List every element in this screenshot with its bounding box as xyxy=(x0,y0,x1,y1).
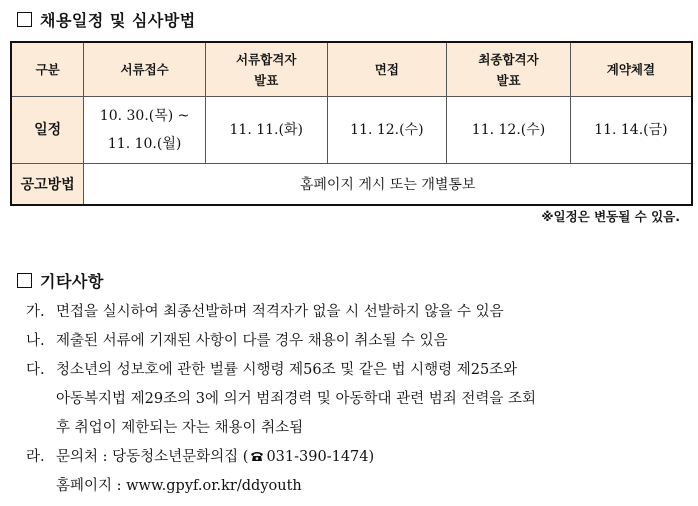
header-cell-doc-receipt: 서류접수 xyxy=(84,42,206,97)
telephone-icon xyxy=(250,451,264,462)
table-header-row xyxy=(11,42,692,97)
cell-doc-receipt: 10. 30.(목) ~ 11. 10.(월) xyxy=(84,97,206,164)
list-item-continuation: 아동복지법 제29조의 3에 의거 범죄경력 및 아동학대 관련 범죄 전력을 조회 xyxy=(56,391,536,407)
header-cell-category: 구분 xyxy=(11,42,84,97)
section-title: 기타사항 xyxy=(40,272,104,291)
cell-announce-method: 홈페이지 게시 또는 개별통보 xyxy=(84,164,692,206)
checkbox-square-icon xyxy=(17,273,32,288)
list-item: 가. 면접을 실시하여 최종선발하며 적격자가 없을 시 선발하지 않을 수 있음 xyxy=(26,304,504,320)
schedule-change-note: ※일정은 변동될 수 있음. xyxy=(541,209,680,224)
list-item-contact: 라. 문의처 : 당동청소년문화의집 ( 031-390-1474) xyxy=(26,449,375,465)
header-cell-final-result: 최종합격자 발표 xyxy=(447,42,571,97)
cell-contract: 11. 14.(금) xyxy=(570,97,692,164)
cell-final-result: 11. 12.(수) xyxy=(447,97,571,164)
list-item: 다. 청소년의 성보호에 관한 벌률 시행령 제56조 및 같은 법 시행령 제25조와 xyxy=(26,362,518,378)
list-item-continuation: 후 취업이 제한되는 자는 채용이 취소됨 xyxy=(56,420,304,436)
cell-interview: 11. 12.(수) xyxy=(327,97,447,164)
header-cell-interview: 면접 xyxy=(327,42,447,97)
row-label-schedule: 일정 xyxy=(11,97,84,164)
header-cell-doc-result: 서류합격자 발표 xyxy=(205,42,327,97)
row-label-announce: 공고방법 xyxy=(11,164,84,206)
other-items-list xyxy=(26,298,536,501)
section-title: 채용일정 및 심사방법 xyxy=(40,11,196,30)
table-row-announce xyxy=(11,164,692,206)
homepage-line: 홈페이지 : www.gpyf.or.kr/ddyouth xyxy=(56,478,302,494)
section-heading-other xyxy=(17,269,104,292)
schedule-table xyxy=(10,41,693,206)
header-cell-contract: 계약체결 xyxy=(570,42,692,97)
cell-doc-result: 11. 11.(화) xyxy=(205,97,327,164)
table-row-schedule xyxy=(11,97,692,164)
checkbox-square-icon xyxy=(17,12,32,27)
list-item: 나. 제출된 서류에 기재된 사항이 다를 경우 채용이 취소될 수 있음 xyxy=(26,333,448,349)
section-heading-schedule xyxy=(17,8,196,31)
